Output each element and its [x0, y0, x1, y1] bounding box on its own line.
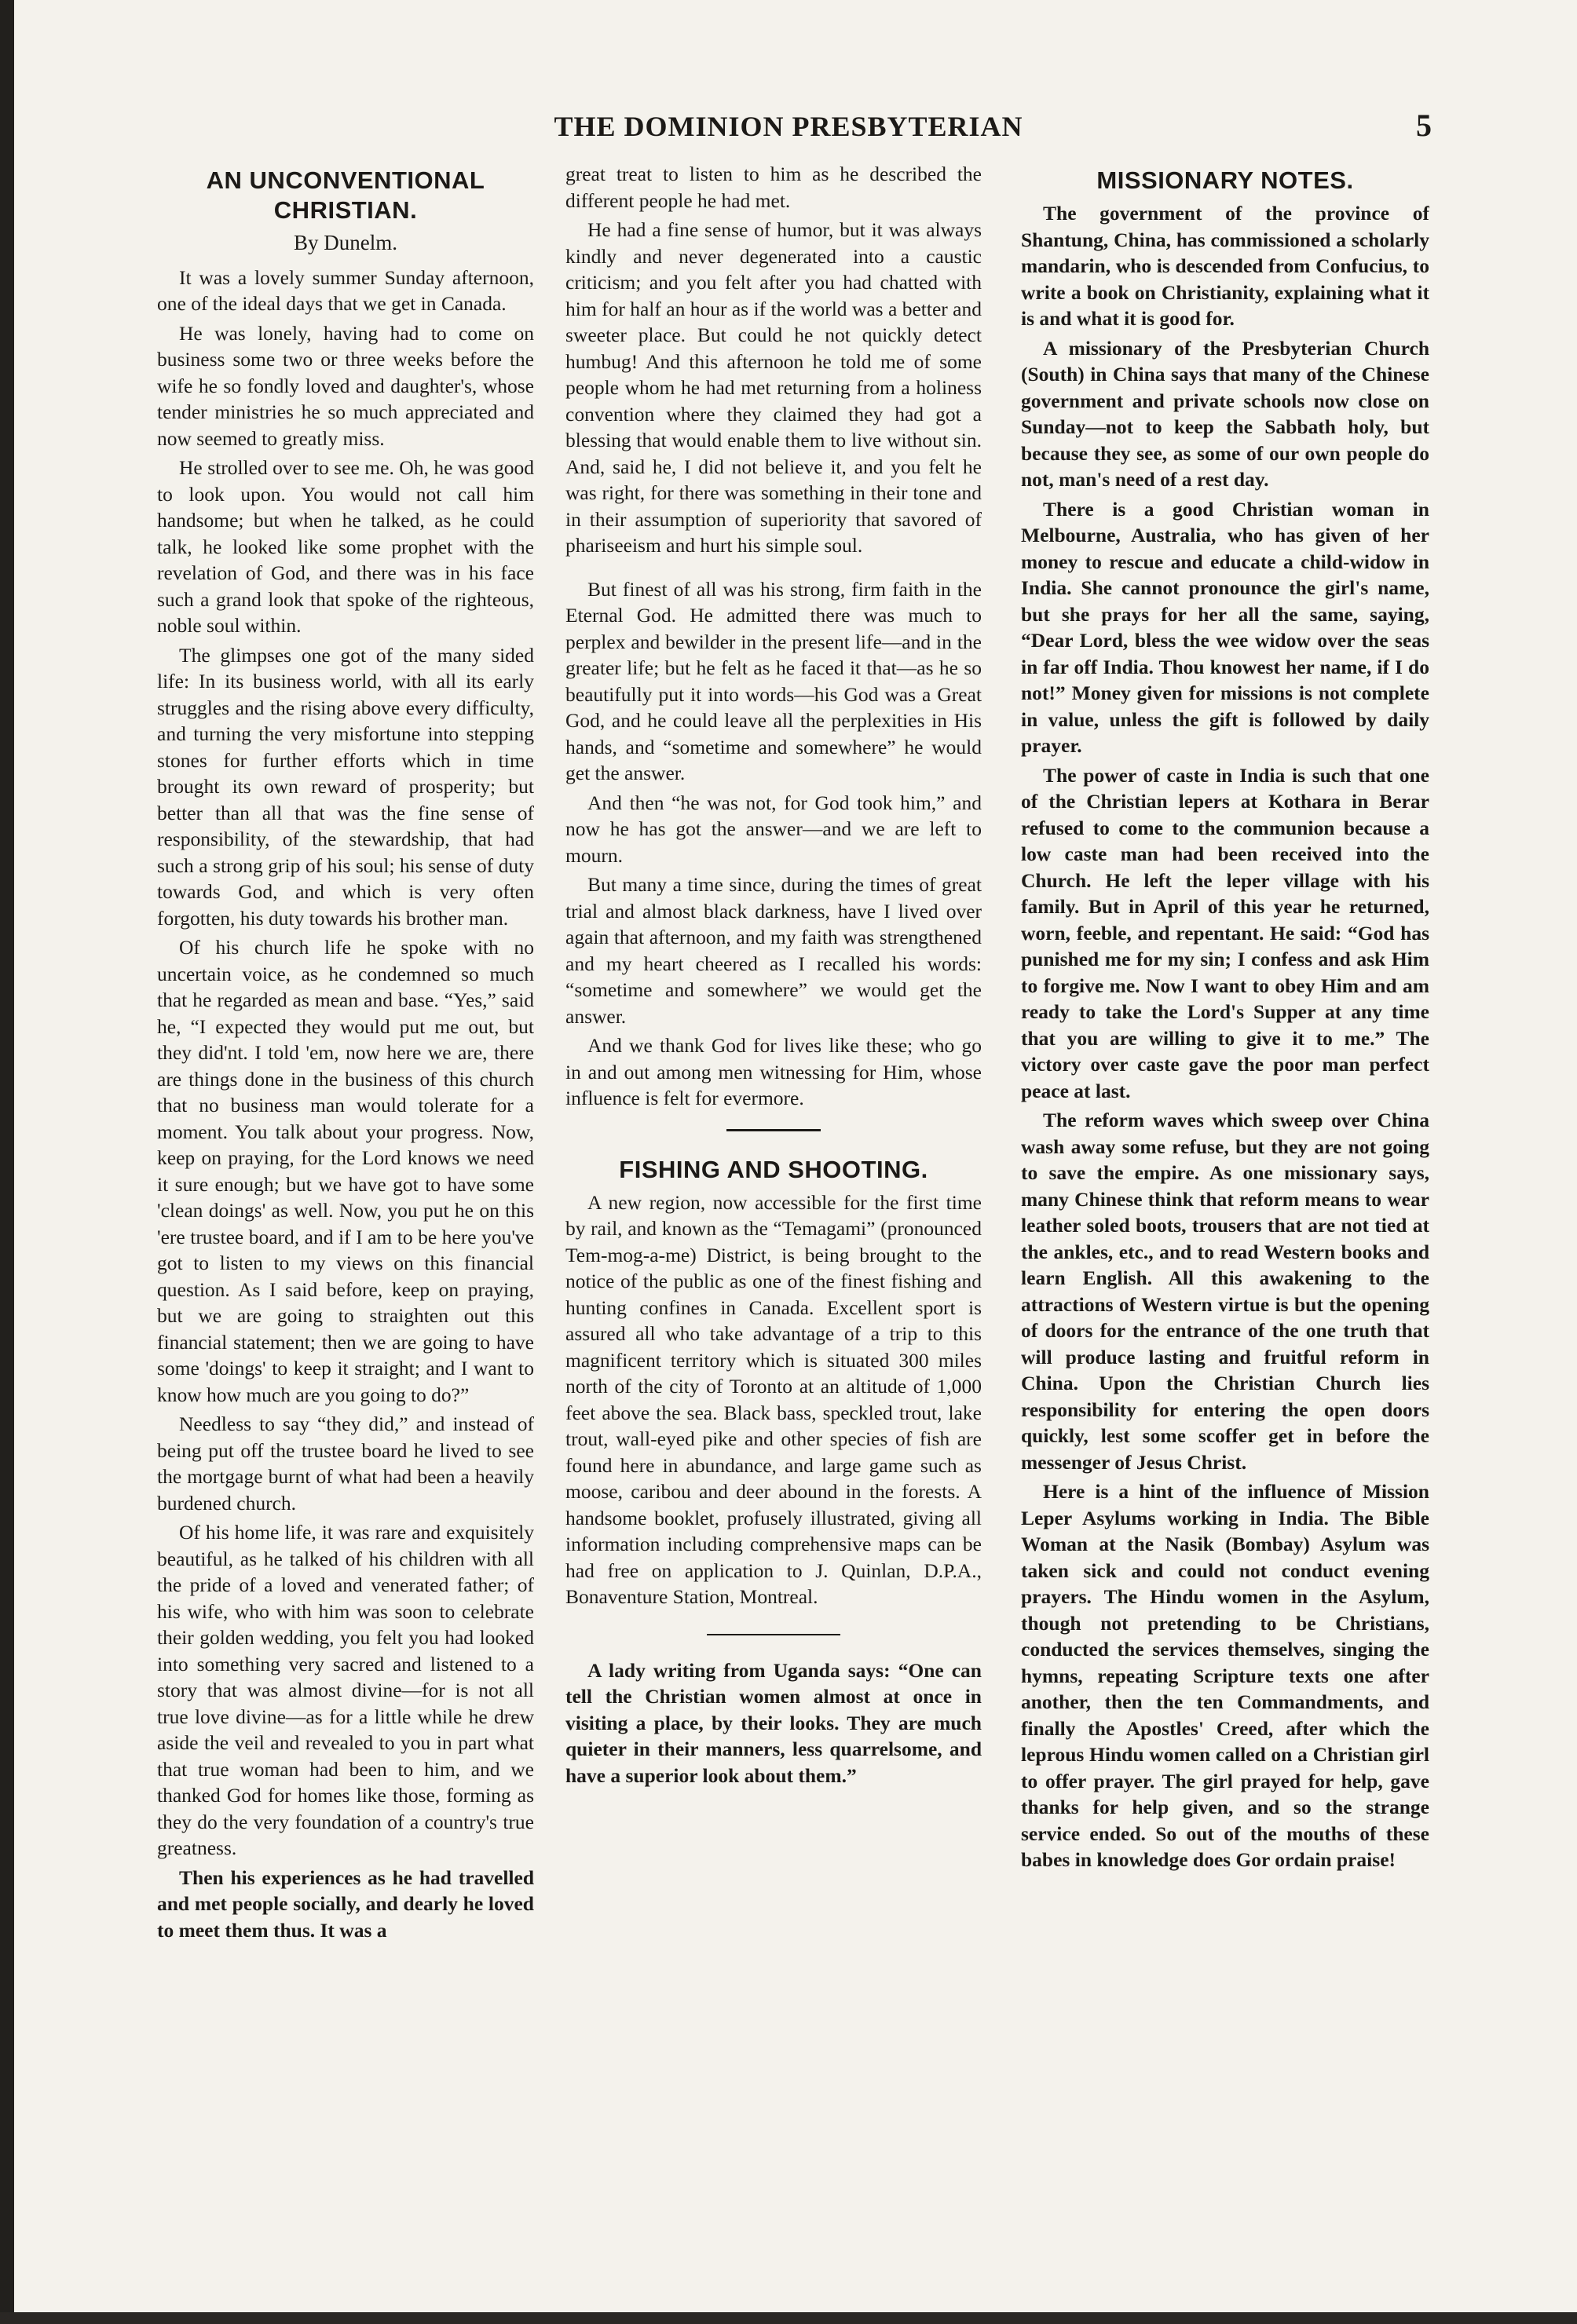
article-paragraph: Needless to say “they did,” and instead of being put off the trustee board he lived to see the mortgage burnt of what had been a heavily burdened church. — [157, 1412, 534, 1515]
article-headline-missionary-notes: MISSIONARY NOTES. — [1096, 166, 1354, 194]
publication-title: THE DOMINION PRESBYTERIAN — [554, 111, 1023, 142]
article-paragraph: And we thank God for lives like these; who go in and out among men witnessing for Him, whose influence is felt for evermore. — [565, 1034, 982, 1109]
article-paragraph: A lady writing from Uganda says: “One can tell the Christian women almost at once in visiting a place, by their looks. They are much quieter in their manners, less quarrelsome, and have a superior look about them.” — [565, 1658, 982, 1787]
article-headline-unconventional-christian: AN UNCONVENTIONAL CHRISTIAN. — [206, 166, 485, 224]
article-paragraph: A missionary of the Presbyterian Church (South) in China says that many of the Chinese government and private schools now close on Sunday—not to keep the Sabbath holy, but because they see, as some of our own people do not, man's need of a rest day. — [1021, 336, 1429, 491]
article-paragraph: A new region, now accessible for the first time by rail, and known as the “Temagami” (pronounced Tem-mog-a-me) District, is being brought to the notice of the public as one of the finest fishing and hunting confines in Canada. Excellent sport is assured all who take advantage of a trip to this magnificent territory which is situated 300 miles north of the city of Toronto at an altitude of 1,000 feet above the sea. Black bass, speckled trout, lake trout, wall-eyed pike and other species of fish are found here in abundance, and large game such as moose, caribou and deer abound in the forests. A handsome booklet, profusely illustrated, giving all information including comprehensive maps can be had free on application to J. Quinlan, D.P.A., Bonaventure Station, Montreal. — [565, 1190, 982, 1608]
article-paragraph: Here is a hint of the influence of Mission Leper Asylums working in India. The Bible Woman at the Nasik (Bombay) Asylum was taken sick and could not conduct evening prayers. The Hindu women in the Asylum, though not pretending to be Christians, conducted the services themselves, singing the hymns, repeating Scripture texts one after another, then the ten Commandments, and finally the Apostles' Creed, after which the leprous Hindu women called on a Christian girl to offer prayer. The girl prayed for help, gave thanks for help given, and so the strange service ended. So out of the mouths of these babes in knowledge does Gor ordain praise! — [1021, 1480, 1429, 1871]
column-3 — [1021, 161, 1429, 2281]
column-2 — [565, 161, 982, 2281]
section-divider — [707, 1634, 840, 1635]
article-paragraph: The power of caste in India is such that one of the Christian lepers at Kothara in Berar refused to come to the communion because a low caste man had been received into the Church. He left the leper village with his family. But in April of this year he returned, worn, feeble, and repentant. He said: “God has punished me for my sin; I confess and ask Him to forgive me. Now I want to obey Him and am ready to take the Lord's Supper at any time that you are willing to give it to me.” The victory over caste gave the poor man perfect peace at last. — [1021, 763, 1429, 1102]
article-paragraph: The reform waves which sweep over China wash away some refuse, but they are not going to save the empire. As one missionary says, many Chinese think that reform means to wear leather soled boots, trousers that are not tied at the ankles, etc., and to read Western books and learn English. All this awakening to the attractions of Western virtue is but the opening of doors for the entrance of the one truth that will produce lasting and fruitful reform in China. Upon the Christian Church lies responsibility for entering the open doors quickly, lest some scoffer get in before the messenger of Jesus Christ. — [1021, 1109, 1429, 1474]
article-paragraph: And then “he was not, for God took him,” and now he has got the answer—and we are left to mourn. — [565, 791, 982, 867]
article-paragraph: There is a good Christian woman in Melbourne, Australia, who has given of her money to rescue and educate a child-widow in India. She cannot pronounce the girl's name, but she prays for her all the same, saying, “Dear Lord, bless the wee widow over the seas in far off India. Thou knowest her name, if I do not!” Money given for missions is not complete in value, unless the gift is followed by daily prayer. — [1021, 497, 1429, 757]
article-paragraph: It was a lovely summer Sunday afternoon, one of the ideal days that we get in Canada. — [157, 265, 534, 315]
scan-edge-bottom — [0, 2312, 1577, 2324]
page-number: 5 — [1416, 108, 1432, 143]
article-paragraph-continued: Then his experiences as he had travelled and met people socially, and dearly he loved to meet them thus. It was a — [157, 1865, 534, 1942]
scan-edge-left — [0, 0, 14, 2324]
article-headline-fishing-and-shooting: FISHING AND SHOOTING. — [619, 1155, 928, 1183]
article-paragraph: Of his home life, it was rare and exquisitely beautiful, as he talked of his children with all the pride of a loved and venerated father; of his wife, who with him was soon to celebrate their golden wedding, you felt you had looked into something very sacred and listened to a story that was almost divine—for is not all true love divine—as for a little while he drew aside the veil and revealed to you in part what that true woman had been to him, and we thanked God for homes like those, forming as they do the very foundation of a country's true greatness. — [157, 1521, 534, 1859]
article-paragraph: The glimpses one got of the many sided life: In its business world, with all its early struggles and the rising above every difficulty, and turning the very misfortune into stepping stones for further efforts which in time brought its own reward of prosperity; but better than all that was the fine sense of responsibility, of the stewardship, that had such a strong grip of his soul; his sense of duty towards God, and which is very often forgotten, his duty towards his brother man. — [157, 643, 534, 930]
article-byline: By Dunelm. — [294, 231, 397, 254]
article-paragraph: But many a time since, during the times of great trial and almost black darkness, have I lived over again that afternoon, and my faith was strengthened and my heart cheered as I recalled his words: “sometime and somewhere” we would get the answer. — [565, 873, 982, 1028]
paragraph-gap — [565, 562, 982, 576]
article-paragraph: He was lonely, having had to come on business some two or three weeks before the wife he so fondly loved and daughter's, whose tender ministries he so much appreciated and now seemed to greatly miss. — [157, 321, 534, 450]
article-paragraph: But finest of all was his strong, firm faith in the Eternal God. He admitted there was much to perplex and bewilder in the present life—and in the greater life; but he felt as he faced it that—as he so beautifully put it into words—his God was a Great God, and he could leave all the perplexities in His hands, and “sometime and somewhere” he would get the answer. — [565, 577, 982, 784]
article-paragraph: He strolled over to see me. Oh, he was good to look upon. You would not call him handsome; but when he talked, as he could talk, he looked like some prophet with the revelation of God, and there was in his face such a grand look that spoke of the righteous, noble soul within. — [157, 456, 534, 637]
page-header — [0, 110, 1577, 157]
article-paragraph: He had a fine sense of humor, but it was always kindly and never degenerated into a caustic criticism; and you felt after you had chatted with him for half an hour as if the world was a better and sweeter place. But could he not quickly detect humbug! And this afternoon he told me of some people whom he had met returning from a holiness convention where they claimed they had got a blessing that would enable them to live without sin. And, said he, I did not believe it, and you felt he was right, for there was something in their tone and in their assumption of superiority that savored of phariseeism and hurt his simple soul. — [565, 218, 982, 557]
article-paragraph: Of his church life he spoke with no uncertain voice, as he condemned so much that he regarded as mean and base. “Yes,” said he, “I expected they would put me out, but they did'nt. I told 'em, now here we are, there are things done in the business of this church that no business man would tolerate for a moment. You talk about your progress. Now, keep on praying, for the Lord knows we need it sure enough; but we have got to have some 'clean doings' as well. Now, you put he on this 'ere trustee board, and if I am to be here you've got to listen to my views on this financial question. As I said before, keep on praying, but we are going to straighten out this financial statement; then we are going to have some 'doings' to keep it straight; and I want to know how much are you going to do?” — [157, 936, 534, 1406]
article-paragraph: great treat to listen to him as he described the different people he had met. — [565, 163, 982, 212]
column-1 — [157, 161, 534, 2281]
article-paragraph: The government of the province of Shantung, China, has commissioned a scholarly mandarin, who is descended from Confucius, to write a book on Christianity, explaining what it is and what it is good for. — [1021, 202, 1429, 330]
section-divider — [726, 1129, 821, 1136]
